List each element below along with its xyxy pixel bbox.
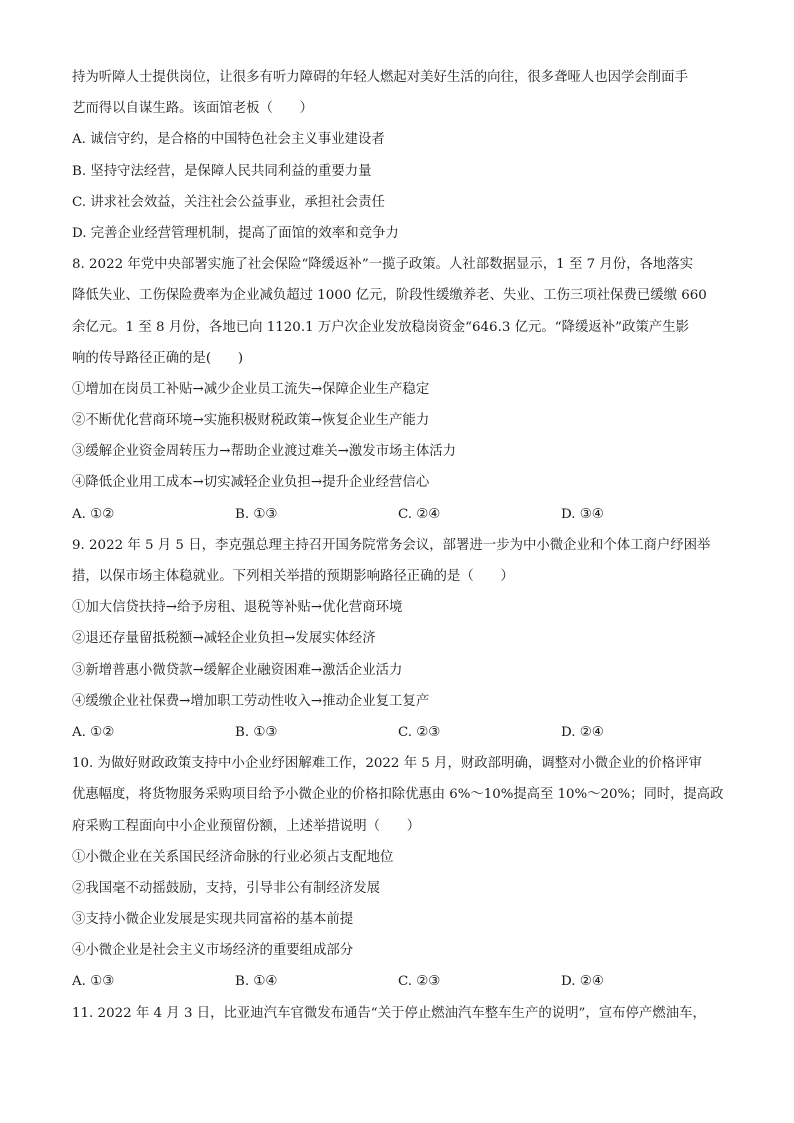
choice-c: C. 讲求社会效益，关注社会公益事业，承担社会责任 xyxy=(72,194,385,210)
option-d: D. ③④ xyxy=(561,506,604,522)
stem-line: 措，以保市场主体稳就业。下列相关举措的预期影响路径正确的是（ ） xyxy=(72,569,514,584)
choice-b: B. 坚持守法经营，是保障人民共同利益的重要力量 xyxy=(72,163,372,179)
statement-item: ③新增普惠小微贷款→缓解企业融资困难→激活企业活力 xyxy=(72,662,403,678)
answer-options xyxy=(72,966,724,997)
statement-item: ②我国毫不动摇鼓励，支持，引导非公有制经济发展 xyxy=(72,880,380,896)
choice-a: A. 诚信守约，是合格的中国特色社会主义事业建设者 xyxy=(72,132,385,148)
statement-item: ②退还存量留抵税额→减轻企业负担→发展实体经济 xyxy=(72,631,376,647)
question-7-continuation xyxy=(72,62,724,249)
statement-item: ④小微企业是社会主义市场经济的重要组成部分 xyxy=(72,943,354,959)
stem-line: 9. 2022 年 5 月 5 日，李克强总理主持召开国务院常务会议，部署进一步为中小微企业和个体工商户纾困举 xyxy=(72,537,711,553)
option-c: C. ②④ xyxy=(398,506,441,522)
statement-item: ②不断优化营商环境→实施积极财税政策→恢复企业生产能力 xyxy=(72,413,430,429)
stem-line: 降低失业、工伤保险费率为企业减负超过 1000 亿元，阶段性缓缴养老、失业、工伤三项社保费已缓缴 660 xyxy=(72,288,707,304)
option-a: A. ①② xyxy=(72,724,115,740)
statement-item: ③缓解企业资金周转压力→帮助企业渡过难关→激发市场主体活力 xyxy=(72,444,456,460)
exam-page xyxy=(72,62,724,1029)
option-d: D. ②④ xyxy=(561,974,604,990)
statement-item: ③支持小微企业发展是实现共同富裕的基本前提 xyxy=(72,912,354,928)
choice-d: D. 完善企业经营管理机制，提高了面馆的效率和竞争力 xyxy=(72,225,399,241)
answer-options xyxy=(72,499,724,530)
statement-item: ①加大信贷扶持→给予房租、退税等补贴→优化营商环境 xyxy=(72,600,403,616)
option-b: B. ①④ xyxy=(235,974,278,990)
question-10 xyxy=(72,748,724,998)
answer-options xyxy=(72,717,724,748)
option-a: A. ①② xyxy=(72,506,115,522)
question-8 xyxy=(72,249,724,530)
stem-line: 10. 为做好财政政策支持中小企业纾困解难工作，2022 年 5 月，财政部明确，调整对小微企业的价格评审 xyxy=(72,756,702,772)
option-c: C. ②③ xyxy=(398,974,441,990)
stem-line: 余亿元。1 至 8 月份，各地已向 1120.1 万户次企业发放稳岗资金“646.3 亿元。“降缓返补”政策产生影 xyxy=(72,319,689,335)
stem-line: 艺而得以自谋生路。该面馆老板（ ） xyxy=(72,101,314,117)
option-c: C. ②③ xyxy=(398,724,441,740)
option-d: D. ②④ xyxy=(561,724,604,740)
question-11 xyxy=(72,998,724,1029)
option-b: B. ①③ xyxy=(235,724,278,740)
stem-line: 优惠幅度，将货物服务采购项目给予小微企业的价格扣除优惠由 6%～10%提高至 10%～20%；同时，提高政 xyxy=(72,787,724,803)
stem-line: 8. 2022 年党中央部署实施了社会保险“降缓返补”一揽子政策。人社部数据显示，1 至 7 月份，各地落实 xyxy=(72,257,694,273)
stem-line: 响的传导路径正确的是( ) xyxy=(72,350,244,366)
stem-line: 持为听障人士提供岗位，让很多有听力障碍的年轻人燃起对美好生活的向往，很多聋哑人也因学会削面手 xyxy=(72,70,688,85)
question-9 xyxy=(72,530,724,748)
option-b: B. ①③ xyxy=(235,506,278,522)
stem-line: 11. 2022 年 4 月 3 日，比亚迪汽车官微发布通告“关于停止燃油汽车整车生产的说明”，宣布停产燃油车， xyxy=(72,1005,706,1021)
statement-item: ④降低企业用工成本→切实减轻企业负担→提升企业经营信心 xyxy=(72,475,430,491)
statement-item: ①小微企业在关系国民经济命脉的行业必须占支配地位 xyxy=(72,849,394,865)
statement-item: ①增加在岗员工补贴→减少企业员工流失→保障企业生产稳定 xyxy=(72,381,430,397)
option-a: A. ①③ xyxy=(72,974,115,990)
statement-item: ④缓缴企业社保费→增加职工劳动性收入→推动企业复工复产 xyxy=(72,693,430,709)
stem-line: 府采购工程面向中小企业预留份额，上述举措说明（ ） xyxy=(72,818,421,834)
